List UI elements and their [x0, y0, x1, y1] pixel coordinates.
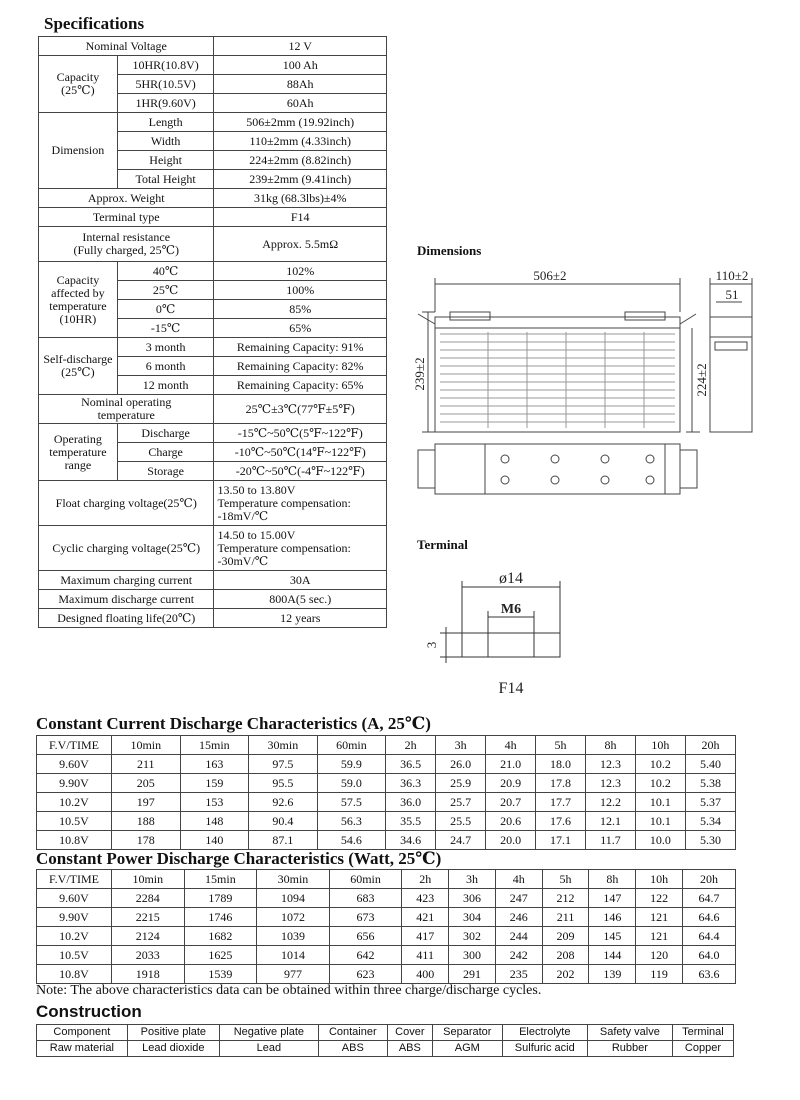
- table-cell: 59.0: [317, 774, 386, 793]
- table-cell: 1918: [112, 965, 185, 984]
- spec-value: Remaining Capacity: 65%: [214, 376, 387, 395]
- cap-temp-label-line3: temperature: [49, 298, 107, 313]
- table-row: [37, 831, 736, 850]
- terminal-name-label: F14: [498, 680, 524, 697]
- table-row: [37, 889, 736, 908]
- table-header-cell: 20h: [685, 736, 735, 755]
- table-header-cell: 2h: [386, 736, 436, 755]
- self-discharge-label-line1: Self-discharge: [43, 352, 113, 366]
- spec-sublabel: Width: [117, 132, 214, 151]
- spec-value: Remaining Capacity: 82%: [214, 357, 387, 376]
- spec-value: 100 Ah: [214, 56, 387, 75]
- table-cell: 20.9: [486, 774, 536, 793]
- table-header-cell: 60min: [317, 736, 386, 755]
- table-cell: 5.38: [685, 774, 735, 793]
- construction-cell: Component: [37, 1025, 128, 1041]
- current-table-title: Constant Current Discharge Characteristics (A, 25℃): [36, 714, 431, 733]
- table-row: [37, 965, 736, 984]
- table-header-cell: 5h: [542, 870, 589, 889]
- table-cell: 10.8V: [37, 965, 112, 984]
- spec-label: Maximum charging current: [39, 571, 214, 590]
- table-header-cell: 2h: [402, 870, 449, 889]
- table-cell: 9.60V: [37, 889, 112, 908]
- table-cell: 36.0: [386, 793, 436, 812]
- table-header-cell: 5h: [536, 736, 586, 755]
- table-cell: 95.5: [249, 774, 318, 793]
- table-cell: 623: [329, 965, 402, 984]
- spec-sublabel: Total Height: [117, 170, 214, 189]
- terminal-drawing: [420, 565, 600, 700]
- table-cell: 673: [329, 908, 402, 927]
- table-cell: 209: [542, 927, 589, 946]
- spec-row: [39, 227, 387, 262]
- table-cell: 9.90V: [37, 774, 112, 793]
- table-cell: 2124: [112, 927, 185, 946]
- current-discharge-table: [36, 735, 736, 850]
- spec-value: 25℃±3℃(77℉±5℉): [214, 395, 387, 424]
- spec-label: Cyclic charging voltage(25℃): [39, 526, 214, 571]
- spec-sublabel: 0℃: [117, 300, 214, 319]
- spec-row: [39, 395, 387, 424]
- cyclic-value-line3: -30mV/℃: [217, 553, 269, 568]
- table-cell: 417: [402, 927, 449, 946]
- table-row: [37, 908, 736, 927]
- table-cell: 35.5: [386, 812, 436, 831]
- spec-sublabel: -15℃: [117, 319, 214, 338]
- table-header-cell: F.V/TIME: [37, 736, 112, 755]
- spec-value: Approx. 5.5mΩ: [214, 227, 387, 262]
- spec-row: [39, 571, 387, 590]
- spec-value: 224±2mm (8.82inch): [214, 151, 387, 170]
- table-cell: 87.1: [249, 831, 318, 850]
- dimensions-title: Dimensions: [417, 243, 482, 258]
- table-cell: 36.3: [386, 774, 436, 793]
- table-header-cell: 4h: [495, 870, 542, 889]
- table-cell: 291: [449, 965, 496, 984]
- table-header-cell: 15min: [180, 736, 249, 755]
- spec-sublabel: 1HR(9.60V): [117, 94, 214, 113]
- table-cell: 10.2: [635, 755, 685, 774]
- table-row: [37, 812, 736, 831]
- table-cell: 10.5V: [37, 812, 112, 831]
- spec-sublabel: 25℃: [117, 281, 214, 300]
- table-cell: 212: [542, 889, 589, 908]
- table-cell: 56.3: [317, 812, 386, 831]
- table-cell: 97.5: [249, 755, 318, 774]
- table-header-cell: 10min: [112, 870, 185, 889]
- spec-label: [39, 262, 118, 338]
- table-cell: 2033: [112, 946, 185, 965]
- table-header-cell: 30min: [257, 870, 330, 889]
- float-value-line3: -18mV/℃: [217, 508, 269, 523]
- table-header-cell: F.V/TIME: [37, 870, 112, 889]
- table-cell: 1539: [184, 965, 257, 984]
- table-cell: 90.4: [249, 812, 318, 831]
- construction-data-row: [37, 1041, 734, 1057]
- table-cell: 247: [495, 889, 542, 908]
- power-table-title: Constant Power Discharge Characteristics (Watt, 25℃): [36, 849, 442, 868]
- spec-row: [39, 113, 387, 132]
- spec-sublabel: 10HR(10.8V): [117, 56, 214, 75]
- table-cell: 36.5: [386, 755, 436, 774]
- table-header-cell: 10min: [112, 736, 181, 755]
- spec-value: F14: [214, 208, 387, 227]
- table-cell: 64.0: [683, 946, 736, 965]
- table-cell: 304: [449, 908, 496, 927]
- table-cell: 683: [329, 889, 402, 908]
- spec-value: Remaining Capacity: 91%: [214, 338, 387, 357]
- construction-cell: ABS: [318, 1041, 387, 1057]
- table-cell: 148: [180, 812, 249, 831]
- table-cell: 63.6: [683, 965, 736, 984]
- table-cell: 235: [495, 965, 542, 984]
- float-value-line2: Temperature compensation:: [217, 495, 351, 510]
- table-cell: 1789: [184, 889, 257, 908]
- spec-value: 85%: [214, 300, 387, 319]
- table-cell: 188: [112, 812, 181, 831]
- table-cell: 121: [636, 927, 683, 946]
- spec-sublabel: 6 month: [117, 357, 214, 376]
- terminal-thread-label: M6: [500, 602, 522, 617]
- spec-label: [39, 338, 118, 395]
- spec-value: 100%: [214, 281, 387, 300]
- table-cell: 34.6: [386, 831, 436, 850]
- table-cell: 17.6: [536, 812, 586, 831]
- construction-cell: Raw material: [37, 1041, 128, 1057]
- spec-label: Capacity (25℃): [39, 56, 118, 113]
- table-cell: 121: [636, 908, 683, 927]
- table-cell: 17.8: [536, 774, 586, 793]
- cyclic-value-line2: Temperature compensation:: [217, 540, 351, 555]
- terminal-diameter-label: ø14: [499, 570, 523, 587]
- spec-row: [39, 189, 387, 208]
- table-cell: 302: [449, 927, 496, 946]
- spec-label: Designed floating life(20℃): [39, 609, 214, 628]
- table-cell: 10.0: [635, 831, 685, 850]
- table-cell: 1014: [257, 946, 330, 965]
- spec-sublabel: 12 month: [117, 376, 214, 395]
- spec-label: Float charging voltage(25℃): [39, 481, 214, 526]
- table-cell: 10.1: [635, 812, 685, 831]
- table-cell: 120: [636, 946, 683, 965]
- table-header-row: [37, 736, 736, 755]
- spec-sublabel: Charge: [117, 443, 214, 462]
- spec-label: Terminal type: [39, 208, 214, 227]
- table-header-cell: 8h: [586, 736, 636, 755]
- table-cell: 92.6: [249, 793, 318, 812]
- spec-row: [39, 590, 387, 609]
- table-cell: 300: [449, 946, 496, 965]
- table-cell: 11.7: [586, 831, 636, 850]
- table-cell: 25.7: [436, 793, 486, 812]
- table-row: [37, 755, 736, 774]
- table-cell: 54.6: [317, 831, 386, 850]
- table-header-cell: 60min: [329, 870, 402, 889]
- terminal-title: Terminal: [417, 537, 468, 552]
- spec-label: [39, 395, 214, 424]
- table-cell: 10.8V: [37, 831, 112, 850]
- table-cell: 17.7: [536, 793, 586, 812]
- spec-sublabel: Storage: [117, 462, 214, 481]
- table-cell: 5.40: [685, 755, 735, 774]
- table-cell: 10.2V: [37, 793, 112, 812]
- construction-cell: ABS: [387, 1041, 432, 1057]
- construction-cell: Container: [318, 1025, 387, 1041]
- construction-cell: Separator: [432, 1025, 502, 1041]
- spec-label: [39, 424, 118, 481]
- self-discharge-label-line2: (25℃): [61, 365, 95, 379]
- spec-row: [39, 526, 387, 571]
- spec-value: 12 V: [214, 37, 387, 56]
- spec-value: 65%: [214, 319, 387, 338]
- table-cell: 12.1: [586, 812, 636, 831]
- table-cell: 20.7: [486, 793, 536, 812]
- table-cell: 656: [329, 927, 402, 946]
- table-cell: 2284: [112, 889, 185, 908]
- table-cell: 145: [589, 927, 636, 946]
- table-row: [37, 927, 736, 946]
- table-cell: 139: [589, 965, 636, 984]
- op-temp-label-line1: Operating: [53, 431, 102, 446]
- spec-value: 800A(5 sec.): [214, 590, 387, 609]
- table-cell: 64.7: [683, 889, 736, 908]
- table-cell: 24.7: [436, 831, 486, 850]
- table-cell: 246: [495, 908, 542, 927]
- table-cell: 10.2V: [37, 927, 112, 946]
- construction-cell: AGM: [432, 1041, 502, 1057]
- table-row: [37, 793, 736, 812]
- table-header-cell: 4h: [486, 736, 536, 755]
- table-cell: 208: [542, 946, 589, 965]
- spec-value: 88Ah: [214, 75, 387, 94]
- table-cell: 12.3: [586, 755, 636, 774]
- table-cell: 1625: [184, 946, 257, 965]
- length-dimension-label: 506±2: [533, 268, 567, 283]
- table-cell: 119: [636, 965, 683, 984]
- table-cell: 306: [449, 889, 496, 908]
- terminal-depth-label: 3: [424, 641, 439, 649]
- construction-header-row: [37, 1025, 734, 1041]
- construction-cell: Rubber: [587, 1041, 672, 1057]
- spec-row: [39, 338, 387, 357]
- table-row: [37, 774, 736, 793]
- construction-cell: Copper: [672, 1041, 733, 1057]
- table-header-cell: 10h: [635, 736, 685, 755]
- spec-row: [39, 56, 387, 75]
- table-cell: 642: [329, 946, 402, 965]
- table-header-cell: 8h: [589, 870, 636, 889]
- spec-label: Dimension: [39, 113, 118, 189]
- table-cell: 9.90V: [37, 908, 112, 927]
- table-cell: 5.37: [685, 793, 735, 812]
- table-header-cell: 20h: [683, 870, 736, 889]
- spec-value: 12 years: [214, 609, 387, 628]
- spec-label: [39, 227, 214, 262]
- table-cell: 205: [112, 774, 181, 793]
- nominal-temp-label-line2: temperature: [97, 408, 155, 422]
- table-cell: 1682: [184, 927, 257, 946]
- construction-cell: Sulfuric acid: [502, 1041, 587, 1057]
- construction-title: Construction: [36, 1002, 142, 1021]
- table-cell: 153: [180, 793, 249, 812]
- table-cell: 1746: [184, 908, 257, 927]
- table-cell: 159: [180, 774, 249, 793]
- specifications-table: [38, 36, 387, 628]
- table-cell: 163: [180, 755, 249, 774]
- spec-sublabel: Height: [117, 151, 214, 170]
- width-dimension-label: 110±2: [715, 268, 749, 283]
- table-header-row: [37, 870, 736, 889]
- spec-sublabel: 40℃: [117, 262, 214, 281]
- spec-value: 506±2mm (19.92inch): [214, 113, 387, 132]
- table-header-cell: 15min: [184, 870, 257, 889]
- resistance-label-line2: (Fully charged, 25℃): [73, 243, 179, 257]
- table-cell: 178: [112, 831, 181, 850]
- table-header-cell: 10h: [636, 870, 683, 889]
- spec-row: [39, 609, 387, 628]
- table-header-cell: 30min: [249, 736, 318, 755]
- table-cell: 1039: [257, 927, 330, 946]
- inner-dimension-label: 51: [725, 287, 739, 302]
- table-cell: 26.0: [436, 755, 486, 774]
- table-cell: 411: [402, 946, 449, 965]
- spec-value: 60Ah: [214, 94, 387, 113]
- table-cell: 140: [180, 831, 249, 850]
- spec-row: [39, 208, 387, 227]
- specifications-title: Specifications: [44, 14, 145, 33]
- table-cell: 197: [112, 793, 181, 812]
- spec-value: -15℃~50℃(5℉~122℉): [214, 424, 387, 443]
- spec-value: [214, 526, 387, 571]
- cap-temp-label-line4: (10HR): [59, 311, 97, 326]
- table-cell: 242: [495, 946, 542, 965]
- table-cell: 59.9: [317, 755, 386, 774]
- table-cell: 5.34: [685, 812, 735, 831]
- cap-temp-label-line1: Capacity: [56, 272, 100, 287]
- table-cell: 64.4: [683, 927, 736, 946]
- power-discharge-table: [36, 869, 736, 984]
- resistance-label-line1: Internal resistance: [82, 230, 171, 244]
- note-text: Note: The above characteristics data can be obtained within three charge/discharge cycles.: [36, 983, 542, 998]
- table-cell: 18.0: [536, 755, 586, 774]
- table-cell: 211: [542, 908, 589, 927]
- table-cell: 9.60V: [37, 755, 112, 774]
- cap-temp-label-line2: affected by: [51, 285, 105, 300]
- table-cell: 10.2: [635, 774, 685, 793]
- table-cell: 202: [542, 965, 589, 984]
- construction-cell: Positive plate: [127, 1025, 219, 1041]
- table-cell: 147: [589, 889, 636, 908]
- spec-row: [39, 481, 387, 526]
- table-cell: 10.5V: [37, 946, 112, 965]
- table-cell: 20.6: [486, 812, 536, 831]
- spec-value: [214, 481, 387, 526]
- spec-sublabel: 5HR(10.5V): [117, 75, 214, 94]
- table-cell: 5.30: [685, 831, 735, 850]
- table-cell: 57.5: [317, 793, 386, 812]
- construction-cell: Lead dioxide: [127, 1041, 219, 1057]
- construction-cell: Cover: [387, 1025, 432, 1041]
- spec-sublabel: Discharge: [117, 424, 214, 443]
- table-cell: 20.0: [486, 831, 536, 850]
- cyclic-value-line1: 14.50 to 15.00V: [217, 527, 296, 542]
- spec-value: -10℃~50℃(14℉~122℉): [214, 443, 387, 462]
- table-cell: 25.9: [436, 774, 486, 793]
- table-cell: 122: [636, 889, 683, 908]
- spec-row: [39, 424, 387, 443]
- table-cell: 1072: [257, 908, 330, 927]
- table-cell: 10.1: [635, 793, 685, 812]
- table-cell: 977: [257, 965, 330, 984]
- nominal-temp-label-line1: Nominal operating: [81, 395, 172, 409]
- table-cell: 12.2: [586, 793, 636, 812]
- table-cell: 400: [402, 965, 449, 984]
- spec-sublabel: 3 month: [117, 338, 214, 357]
- spec-label: Approx. Weight: [39, 189, 214, 208]
- table-header-cell: 3h: [449, 870, 496, 889]
- construction-cell: Lead: [220, 1041, 319, 1057]
- float-value-line1: 13.50 to 13.80V: [217, 482, 296, 497]
- table-cell: 25.5: [436, 812, 486, 831]
- construction-table: [36, 1024, 734, 1057]
- table-header-cell: 3h: [436, 736, 486, 755]
- table-cell: 146: [589, 908, 636, 927]
- table-cell: 64.6: [683, 908, 736, 927]
- table-cell: 421: [402, 908, 449, 927]
- table-cell: 17.1: [536, 831, 586, 850]
- table-cell: 1094: [257, 889, 330, 908]
- spec-value: -20℃~50℃(-4℉~122℉): [214, 462, 387, 481]
- battery-dimension-drawing: [410, 262, 790, 502]
- construction-cell: Negative plate: [220, 1025, 319, 1041]
- table-cell: 244: [495, 927, 542, 946]
- spec-row: [39, 37, 387, 56]
- construction-cell: Safety valve: [587, 1025, 672, 1041]
- table-row: [37, 946, 736, 965]
- spec-sublabel: Length: [117, 113, 214, 132]
- table-cell: 423: [402, 889, 449, 908]
- construction-cell: Terminal: [672, 1025, 733, 1041]
- table-cell: 2215: [112, 908, 185, 927]
- spec-label: Maximum discharge current: [39, 590, 214, 609]
- spec-label: Nominal Voltage: [39, 37, 214, 56]
- table-cell: 211: [112, 755, 181, 774]
- spec-row: [39, 262, 387, 281]
- table-cell: 21.0: [486, 755, 536, 774]
- total-height-dimension-label: 239±2: [412, 357, 427, 391]
- spec-value: 239±2mm (9.41inch): [214, 170, 387, 189]
- table-cell: 144: [589, 946, 636, 965]
- spec-value: 30A: [214, 571, 387, 590]
- spec-value: 31kg (68.3lbs)±4%: [214, 189, 387, 208]
- construction-cell: Electrolyte: [502, 1025, 587, 1041]
- height-dimension-label: 224±2: [694, 363, 709, 397]
- op-temp-label-line3: range: [64, 457, 92, 472]
- spec-value: 110±2mm (4.33inch): [214, 132, 387, 151]
- op-temp-label-line2: temperature: [49, 444, 107, 459]
- table-cell: 12.3: [586, 774, 636, 793]
- spec-value: 102%: [214, 262, 387, 281]
